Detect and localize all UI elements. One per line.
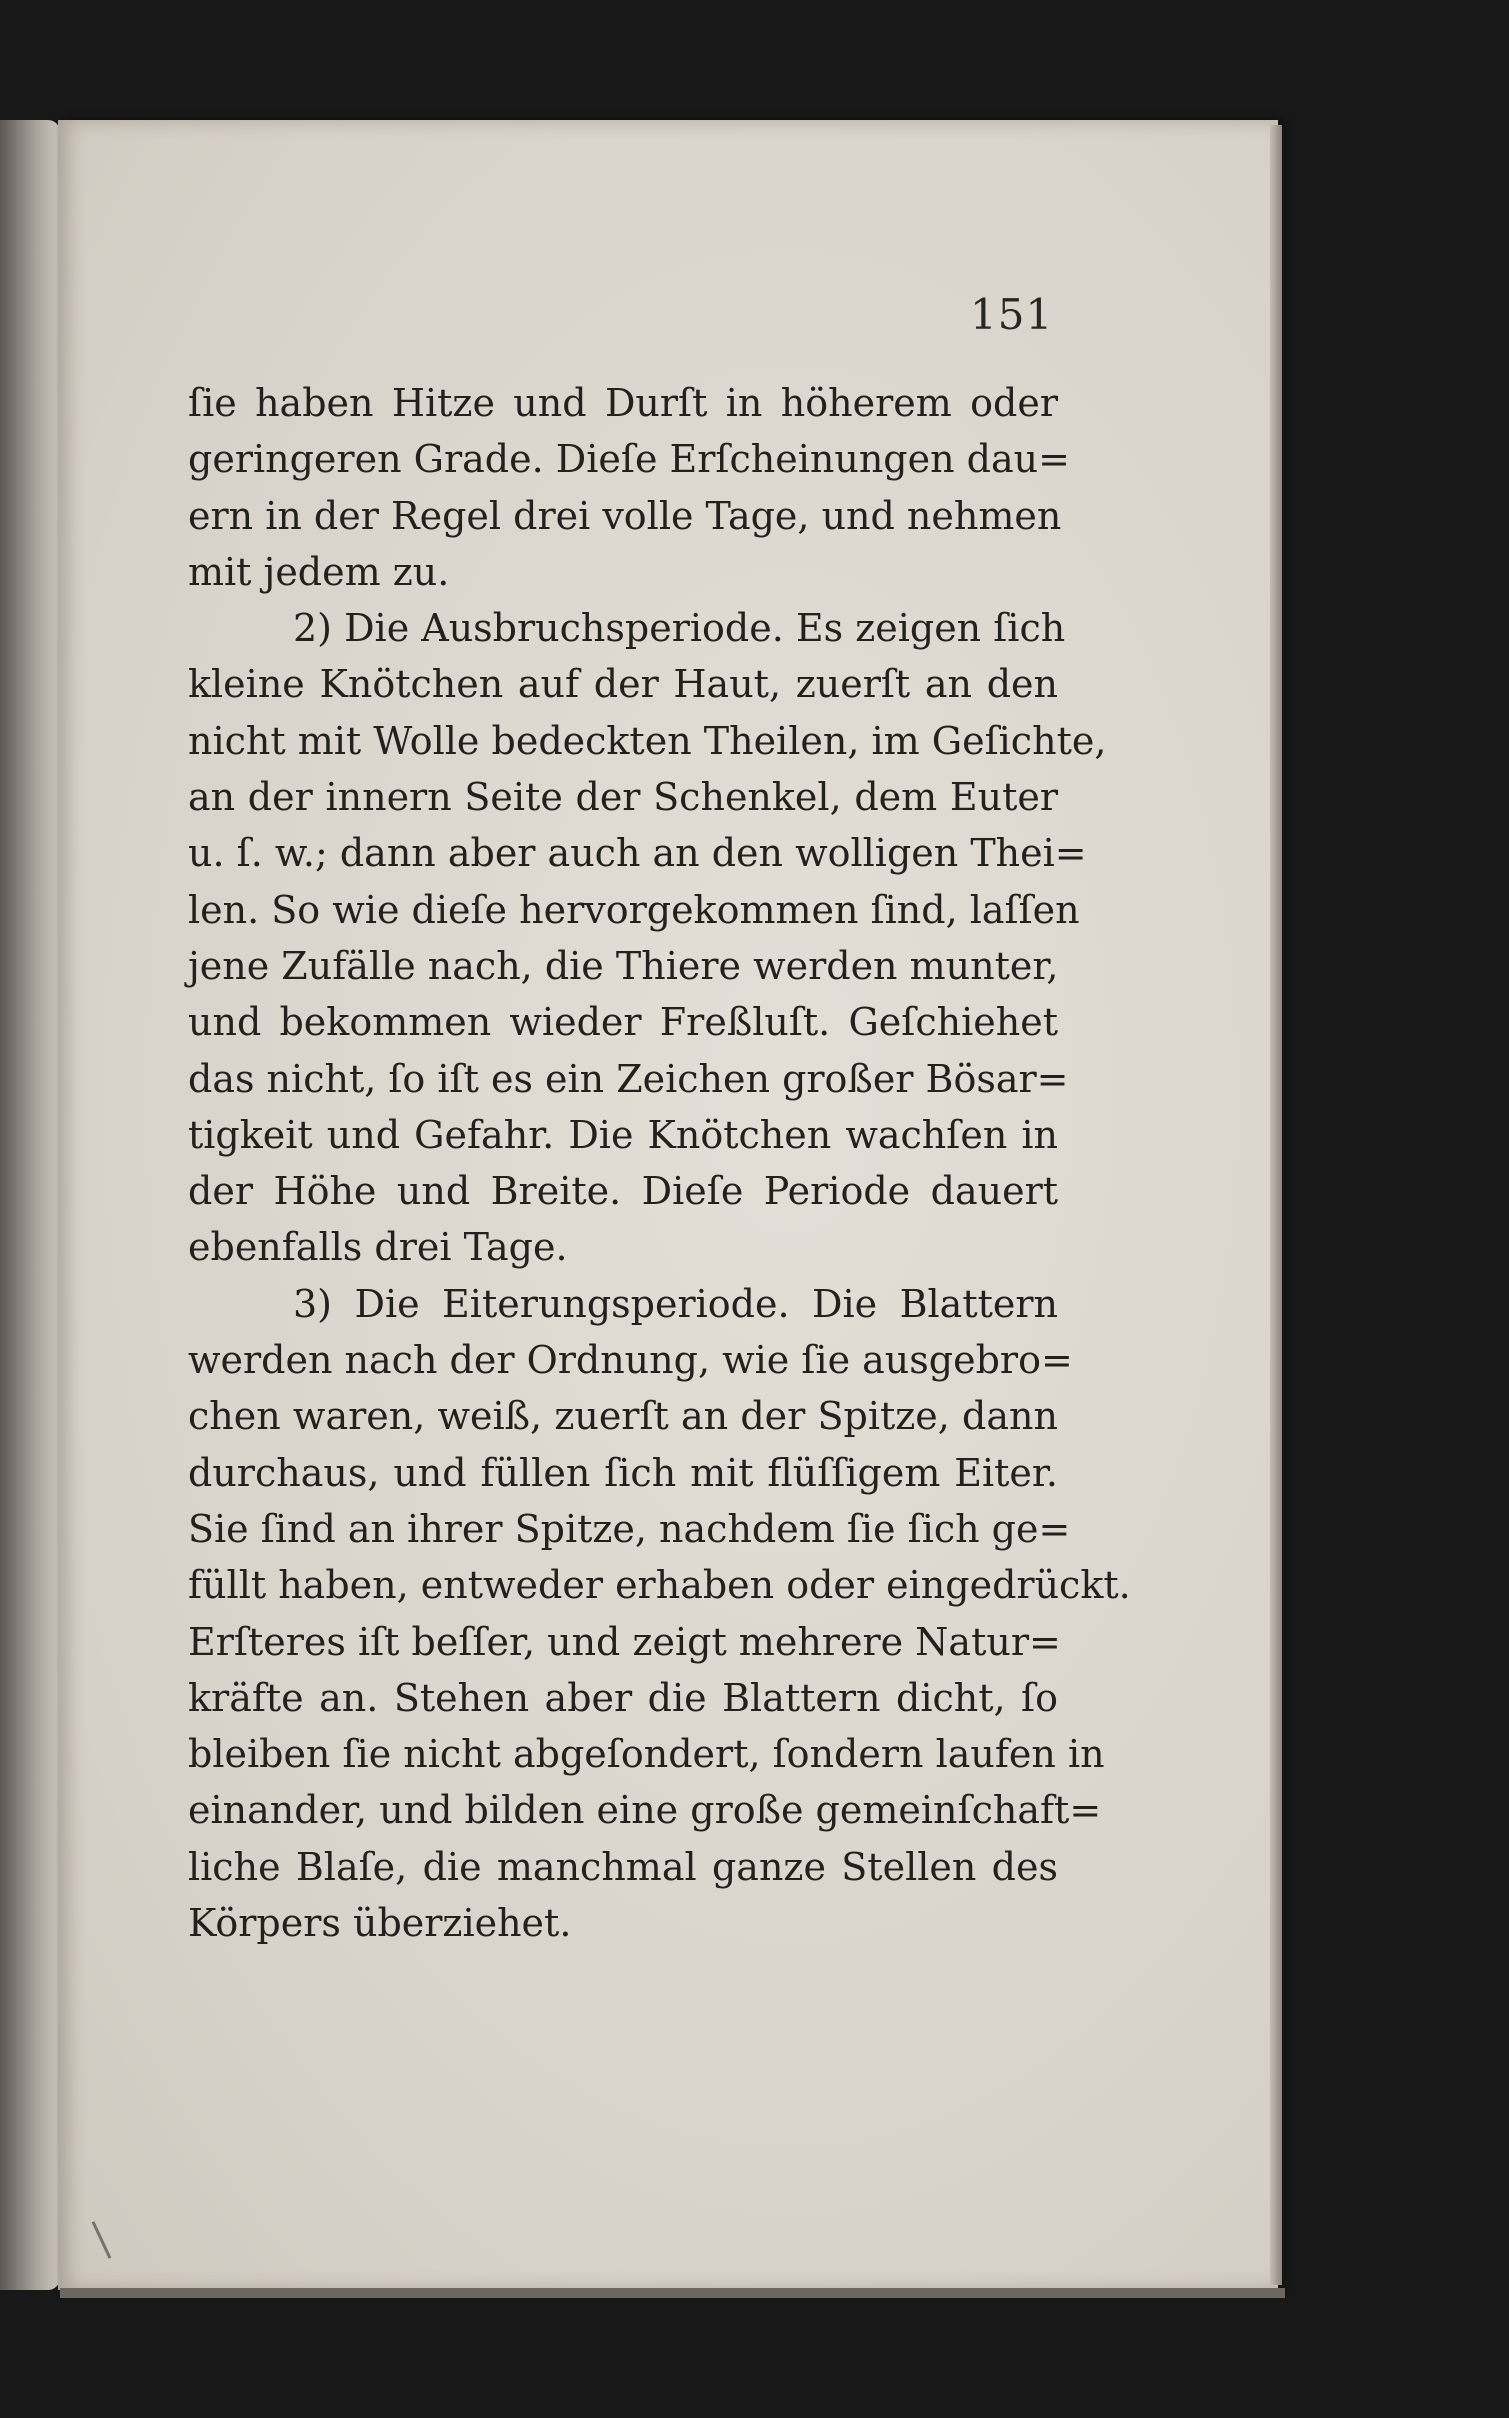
text-line: kräfte an. Stehen aber die Blattern dicht, ſo bbox=[188, 1675, 1058, 1720]
text-line: an der innern Seite der Schenkel, dem Euter bbox=[188, 775, 1058, 820]
text-line: u. ſ. w.; dann aber auch an den wolligen Thei= bbox=[188, 831, 1087, 876]
text-line: len. So wie dieſe hervorgekommen ſind, laſſen bbox=[188, 887, 1080, 932]
body-text bbox=[188, 375, 1131, 1951]
text-line: nicht mit Wolle bedeckten Theilen, im Geſichte, bbox=[188, 718, 1107, 763]
text-line: liche Blaſe, die manchmal ganze Stellen des bbox=[188, 1844, 1058, 1889]
text-line: einander, und bilden eine große gemeinſchaft= bbox=[188, 1788, 1102, 1833]
text-line: bleiben ſie nicht abgeſondert, ſondern laufen in bbox=[188, 1732, 1105, 1777]
text-line: jene Zufälle nach, die Thiere werden munter, bbox=[188, 943, 1059, 988]
text-line: der Höhe und Breite. Dieſe Periode dauert bbox=[188, 1169, 1058, 1214]
text-line: chen waren, weiß, zuerſt an der Spitze, dann bbox=[188, 1394, 1058, 1439]
left-page-edge bbox=[0, 120, 60, 2290]
page-number: 151 bbox=[970, 290, 1054, 339]
page-bottom-edge bbox=[60, 2288, 1285, 2298]
text-line: Körpers überziehet. bbox=[188, 1901, 572, 1946]
text-line: tigkeit und Gefahr. Die Knötchen wachſen in bbox=[188, 1112, 1058, 1157]
text-line: mit jedem zu. bbox=[188, 549, 450, 594]
text-line: und bekommen wieder Freßluſt. Geſchiehet bbox=[188, 1000, 1058, 1045]
text-line: Erſteres iſt beſſer, und zeigt mehrere Natur= bbox=[188, 1619, 1061, 1664]
text-line: füllt haben, entweder erhaben oder eingedrückt. bbox=[188, 1563, 1131, 1608]
page-side-edge bbox=[1270, 125, 1282, 2285]
text-line: ſie haben Hitze und Durſt in höherem oder bbox=[188, 381, 1058, 425]
text-line: geringeren Grade. Dieſe Erſcheinungen dau= bbox=[188, 437, 1070, 482]
text-line: Sie ſind an ihrer Spitze, nachdem ſie ſich ge= bbox=[188, 1506, 1071, 1551]
text-line: ern in der Regel drei volle Tage, und nehmen bbox=[188, 493, 1062, 538]
text-line: werden nach der Ordnung, wie ſie ausgebro= bbox=[188, 1338, 1073, 1383]
text-line: ebenfalls drei Tage. bbox=[188, 1225, 568, 1270]
text-line: kleine Knötchen auf der Haut, zuerſt an den bbox=[188, 662, 1058, 707]
text-line: durchaus, und füllen ſich mit flüſſigem Eiter. bbox=[188, 1450, 1058, 1495]
text-line: 3) Die Eiterungsperiode. Die Blattern bbox=[293, 1281, 1058, 1326]
text-line: 2) Die Ausbruchsperiode. Es zeigen ſich bbox=[293, 606, 1066, 651]
text-line: das nicht, ſo iſt es ein Zeichen großer Bösar= bbox=[188, 1056, 1069, 1101]
